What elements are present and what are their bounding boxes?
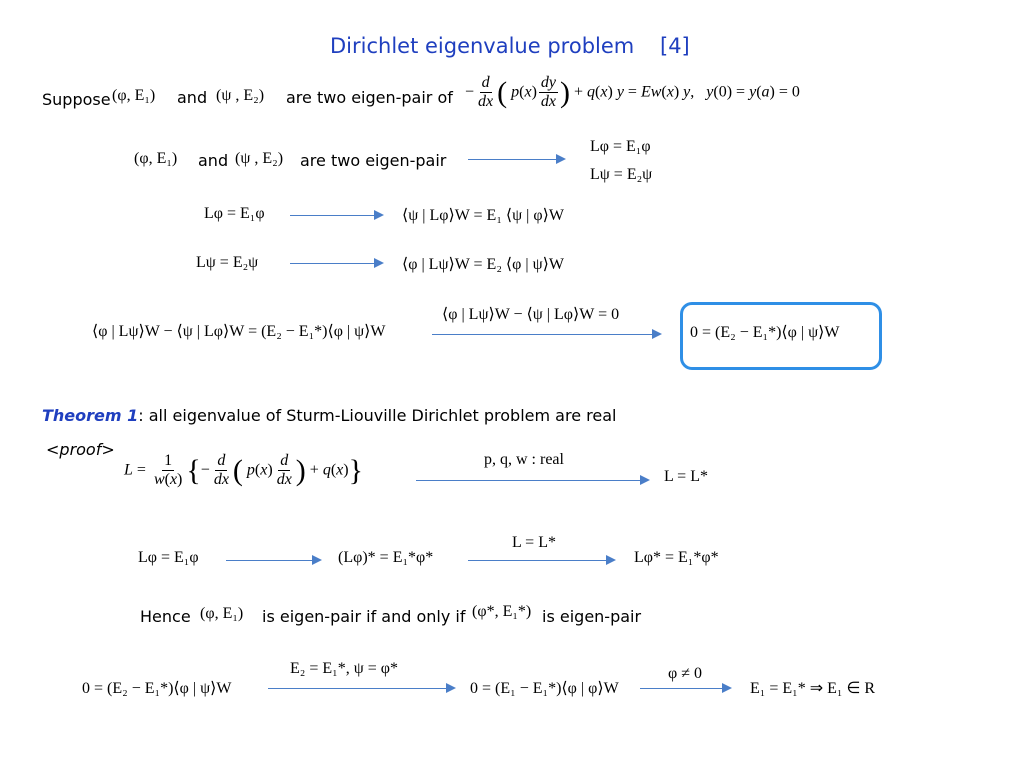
and-label: and [177,88,208,107]
conjugate-equation: (Lφ)* = E₁*φ* [338,549,434,566]
arrow [290,263,382,264]
iff-text: is eigen-pair if and only if [262,607,466,626]
eigen-equation-phi: Lφ = E₁φ [138,549,199,566]
operator-definition: L = $\frac{1}{w(x)}$ {− $\frac{d}{dx}$ ( p(x) $\frac{d}{dx}$ ) + q(x)} [124,452,363,489]
line1-text: are two eigen-pair of [286,88,453,107]
suppose-label: Suppose [42,90,111,109]
eigen-pair-2: (ψ , E₂) [235,150,284,167]
eigen-equation-phi: Lφ = E₁φ [204,205,265,222]
eigen-equation-psi: Lψ = E₂ψ [590,166,653,183]
arrow [226,560,320,561]
theorem-label: Theorem 1 [42,406,139,425]
theorem-statement [42,406,616,425]
eigen-equation-psi: Lψ = E₂ψ [196,254,259,271]
theorem-text: : all eigenvalue of Sturm-Liouville Dirichlet problem are real [138,406,617,425]
inner-product-equation: ⟨ψ | Lφ⟩W = E₁ ⟨ψ | φ⟩W [402,207,564,224]
slide-title: Dirichlet eigenvalue problem [330,34,635,58]
arrow [290,215,382,216]
real-eigenvalue-conclusion: E₁ = E₁* ⇒ E₁ ∈ R [750,680,876,697]
arrow [468,159,564,160]
conjugate-eigen-pair: (φ*, E₁*) [472,603,532,620]
self-adjoint-result: L = L* [664,468,708,485]
eigen-pair-text: is eigen-pair [542,607,642,626]
eigen-pair-2: (ψ , E₂) [216,87,265,104]
boxed-result: 0 = (E₂ − E₁*)⟨φ | ψ⟩W [690,324,840,341]
and-label: and [198,151,229,170]
substitution-condition: E₂ = E₁*, ψ = φ* [290,660,398,677]
arrow [268,688,454,689]
proof-label: <proof> [46,440,115,459]
arrow [468,560,614,561]
eigen-equation-phi: Lφ = E₁φ [590,138,651,155]
arrow [432,334,660,335]
hermitian-condition: ⟨φ | Lψ⟩W − ⟨ψ | Lφ⟩W = 0 [442,306,620,323]
norm-equation: 0 = (E₁ − E₁*)⟨φ | φ⟩W [470,680,619,697]
inner-product-equation: ⟨φ | Lψ⟩W = E₂ ⟨φ | ψ⟩W [402,256,564,273]
nonzero-condition: φ ≠ 0 [668,665,703,682]
eigen-pair-1: (φ, E₁) [200,605,244,622]
self-adjoint-condition: L = L* [512,534,556,551]
slide-reference: [4] [660,34,690,58]
difference-equation: ⟨φ | Lψ⟩W − ⟨ψ | Lφ⟩W = (E₂ − E₁*)⟨φ | ψ⟩W [92,323,386,340]
sturm-liouville-equation: − $\frac{d}{dx}$ ( p(x) $\frac{dy}{dx}$ ) + q(x) y = Ew(x) y, y(0) = y(a) = 0 [465,74,800,111]
eigen-pair-1: (φ, E₁) [112,87,156,104]
arrow [416,480,648,481]
conjugate-eigen-equation: Lφ* = E₁*φ* [634,549,719,566]
eigen-pair-1: (φ, E₁) [134,150,178,167]
hence-label: Hence [140,607,191,626]
real-condition: p, q, w : real [484,451,564,468]
arrow [640,688,730,689]
line2-text: are two eigen-pair [300,151,447,170]
difference-result: 0 = (E₂ − E₁*)⟨φ | ψ⟩W [82,680,232,697]
